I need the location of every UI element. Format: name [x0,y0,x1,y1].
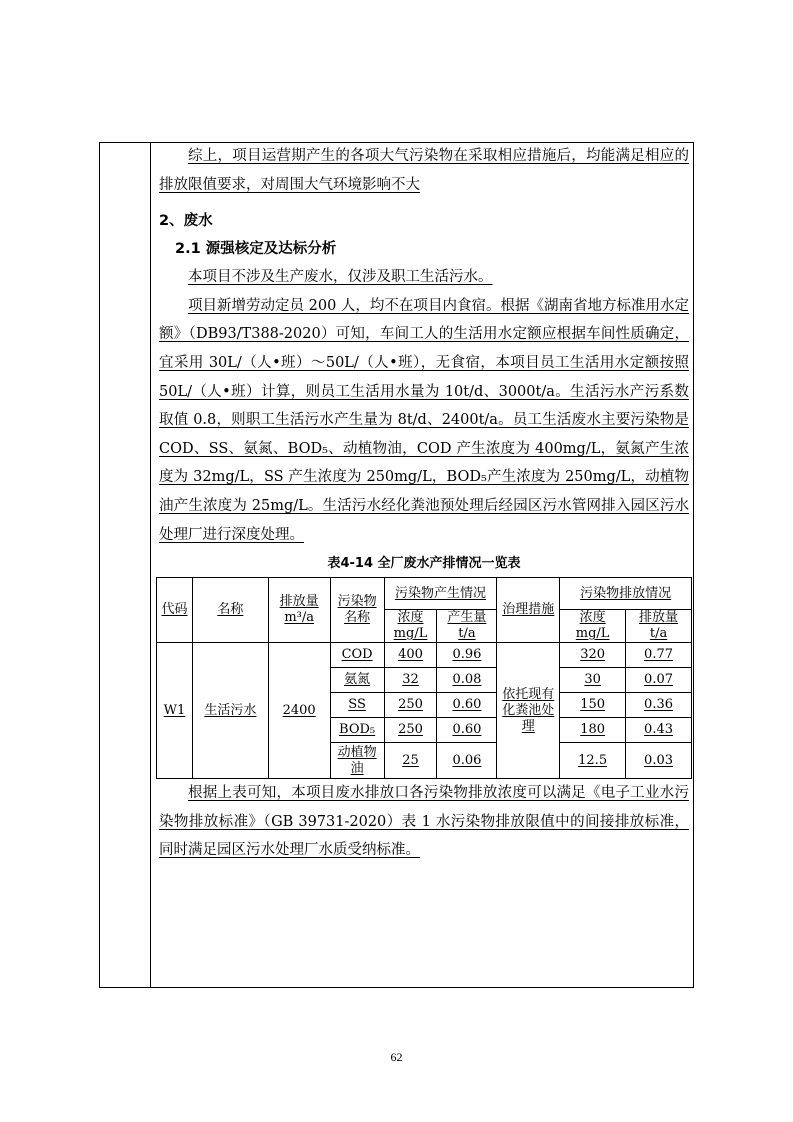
section-subheading: 2.1 源强核定及达标分析 [175,241,337,258]
cell-treatment: 依托现有化粪池处理 [497,643,560,779]
header-em-amount: 排放量 t/a [626,610,692,643]
header-discharge: 排放量 m³/a [268,578,330,643]
cell-gen: 0.96 [437,643,497,668]
header-gen-conc: 浓度 mg/L [384,610,437,643]
content-frame [99,142,694,988]
cell-conc: 250 [384,718,437,743]
paragraph-2: 项目新增劳动定员 200 人，均不在项目内食宿。根据《湖南省地方标准用水定额》（DB93/T388-2020）可知，车间工人的生活用水定额应根据车间性质确定，宜采用 30L/（人•班）～50L/（人•班），无食宿，本项目员工生活用水定额按照 50L/（人•班）计算，则员工生活用水量为 10t/d、3000t/a。生活污水产污系数取值 0.8，则职工生活污水产生量为 8t/d、2400t/a。员工生活废水主要污染物是 COD、SS、氨氮、BOD₅、动植物油，COD 产生浓度为 400mg/L，氨氮产生浓度为 32mg/L，SS 产生浓度为 250mg/L，BOD₅产生浓度为 250mg/L，动植物油产生浓度为 25mg/L。生活污水经化粪池预处理后经园区污水管网排入园区污水处理厂进行深度处理。 [159,297,689,543]
frame-divider [150,143,151,987]
page-number: 62 [390,1050,403,1064]
cell-name: 生活污水 [192,643,268,779]
cell-conc: 25 [384,743,437,779]
cell-conc: 250 [384,693,437,718]
cell-gen: 0.60 [437,718,497,743]
header-code: 代码 [157,578,193,643]
cell-em-conc: 150 [560,693,626,718]
header-generation: 污染物产生情况 [384,578,497,610]
header-emission: 污染物排放情况 [560,578,692,610]
wastewater-table [156,577,692,779]
section-heading: 2、废水 [159,213,213,230]
cell-em-conc: 320 [560,643,626,668]
header-gen-amount: 产生量 t/a [437,610,497,643]
cell-em-conc: 180 [560,718,626,743]
cell-pollutant: BOD₅ [330,718,384,743]
cell-discharge: 2400 [268,643,330,779]
main-content [159,143,689,865]
cell-gen: 0.06 [437,743,497,779]
cell-code: W1 [157,643,193,779]
table-title: 表4-14 全厂废水产排情况一览表 [327,556,521,572]
cell-conc: 400 [384,643,437,668]
cell-em: 0.03 [626,743,692,779]
cell-pollutant: 动植物油 [330,743,384,779]
cell-em-conc: 12.5 [560,743,626,779]
cell-pollutant: SS [330,693,384,718]
cell-em: 0.36 [626,693,692,718]
intro-summary: 综上，项目运营期产生的各项大气污染物在采取相应措施后，均能满足相应的排放限值要求，对周围大气环境影响不大 [159,148,689,193]
cell-conc: 32 [384,668,437,693]
cell-gen: 0.60 [437,693,497,718]
cell-em: 0.43 [626,718,692,743]
header-treatment: 治理措施 [497,578,560,643]
paragraph-1: 本项目不涉及生产废水，仅涉及职工生活污水。 [188,269,493,286]
cell-gen: 0.08 [437,668,497,693]
header-em-conc: 浓度 mg/L [560,610,626,643]
cell-em: 0.77 [626,643,692,668]
cell-em-conc: 30 [560,668,626,693]
header-name: 名称 [192,578,268,643]
header-row-1 [157,578,692,610]
cell-pollutant: 氨氮 [330,668,384,693]
cell-em: 0.07 [626,668,692,693]
table-row [157,643,692,668]
cell-pollutant: COD [330,643,384,668]
conclusion-paragraph: 根据上表可知，本项目废水排放口各污染物排放浓度可以满足《电子工业水污染物排放标准》（GB 39731-2020）表 1 水污染物排放限值中的间接排放标准，同时满足园区污水处理厂水质受纳标准。 [159,785,689,859]
header-pollutant: 污染物名称 [330,578,384,643]
